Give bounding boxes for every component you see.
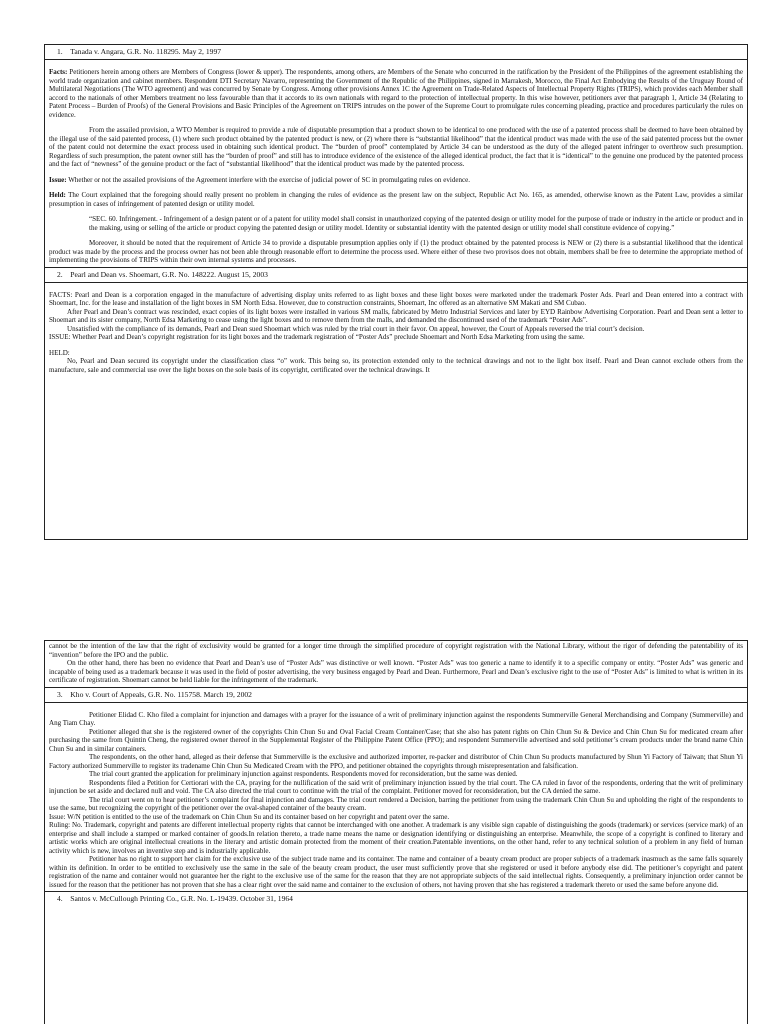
case-title-row xyxy=(45,688,747,703)
facts-label: Facts: xyxy=(49,68,68,77)
case-title-row xyxy=(45,268,747,283)
issue-paragraph: ISSUE: Whether Pearl and Dean’s copyright registration for its light boxes and the trademark registration of “Poster Ads” preclude Shoemart and North Edsa Marketing from using the same. xyxy=(49,333,585,342)
facts-paragraph: Unsatisfied with the compliance of its demands, Pearl and Dean sued Shoemart which was ruled by the trial court in their favor. On appeal, however, the Court of Appeals reversed the trial court’s decision. xyxy=(67,324,645,333)
body-paragraph: The respondents, on the other hand, alleged as their defense that Summerville is the exclusive and authorized importer, re-packer and distributor of Chin Chun Su products manufactured by Shun Yi Factory of Taiwan; that Shun Yi Factory authorized Summerville to register its tradename Chin Chun Su Medicated Cream with the PPO, and petitioner obtained the copyrights through misrepresentation and falsification. xyxy=(49,753,743,770)
held-paragraph: No, Pearl and Dean secured its copyright under the classification class “o” work. This being so, its protection extended only to the technical drawings and not to the light box itself. Pearl and Dean cannot exclude others from the manufacture, sale and commercial use over the light boxes on the sole basis of its copyright, certificated over the technical drawings. It xyxy=(49,357,743,374)
body-paragraph: Petitioner alleged that she is the registered owner of the copyrights Chin Chun Su and Oval Facial Cream Container/Case; that she also has patent rights on Chin Chun Su & Device and Chin Chun Su for medicated cream after purchasing the same from Quintin Cheng, the registered owner thereof in the Supplemental Register of the Philippine Patent Office (PPO); and respondent Summerville advertised and sold petitioner’s cream products under the brand name Chin Chun Su and in similar containers. xyxy=(49,727,743,753)
document-page-2 xyxy=(44,640,748,1024)
body-paragraph: The trial court went on to hear petitioner’s complaint for final injunction and damages. The trial court rendered a Decision, barring the petitioner from using the trademark Chin Chun Su and upholding the right of the respondents to use the same, but recognizing the copyright of the petitioner over the oval-shaped container of the beauty cream. xyxy=(49,795,743,813)
facts-paragraph: From the assailed provision, a WTO Member is required to provide a rule of disputable presumption that a product shown to be identical to one produced with the use of a patented process shall be deemed to have been obtained by the illegal use of the said patented process, (1) where such product obtained by the patented product is new, or (2) where there is “substantial likelihood” that the identical product was made with the use of the said patented process but the owner of the patent could not determine the exact process used in obtaining such identical product. The “burden of proof” contemplated by Article 34 can be understood as the duty of the alleged patent infringer to overthrow such presumption. Regardless of such presumption, the patent owner still has the “burden of proof” and still has to introduce evidence of the existence of the alleged identical product, the fact that it is “identical” to the genuine one produced by the patented process and the fact of “newness” of the genuine product or the fact of “substantial likelihood” that the identical product was made by the patented process. xyxy=(49,126,743,169)
continuation-paragraph: cannot be the intention of the law that the right of exclusivity would be granted for a longer time through the simplified procedure of copyright registration with the National Library, without the rigor of defending the patentability of its “invention” before the IPO and the public. xyxy=(49,642,743,659)
case-title-row xyxy=(45,45,747,60)
issue-paragraph: Issue: W/N petition is entitled to the use of the trademark on Chin Chun Su and its container based on her copyright and patent over the same. xyxy=(49,812,450,821)
body-paragraph: Petitioner has no right to support her claim for the exclusive use of the subject trade name and its container. The name and container of a beauty cream product are proper subjects of a trademark inasmuch as the same falls squarely within its definition. In order to be entitled to exclusively use the same in the sale of the beauty cream product, the user must sufficiently prove that she registered or used it before anybody else did. The petitioner’s copyright and patent registration of the name and container would not guarantee her the right to the exclusive use of the same for the reason that they are not appropriate subjects of the said intellectual rights. Consequently, a preliminary injunction order cannot be issued for the reason that the petitioner has not proven that she has a clear right over the said name and container to the exclusion of others, not having proven that she has registered a trademark thereto or used the same before anyone did. xyxy=(49,855,743,889)
case-title: 4. Santos v. McCullough Printing Co., G.R. No. L-19439. October 31, 1964 xyxy=(57,894,293,904)
case-body xyxy=(45,60,747,268)
facts-paragraph: After Pearl and Dean’s contract was rescinded, exact copies of its light boxes were installed in various SM malls, fabricated by Metro Industrial Services and later by EYD Rainbow Advertising Corporation. Pearl and Dean sent a letter to Shoemart and its sister company, North Edsa Marketing to cease using the light boxes and to remove them from the malls, and demanded the discontinued used of the trademark “Poster Ads”. xyxy=(49,307,743,325)
held-label: HELD: xyxy=(49,348,70,357)
case-title-row xyxy=(45,892,747,906)
body-paragraph: Petitioner Elidad C. Kho filed a complaint for injunction and damages with a prayer for the issuance of a writ of preliminary injunction against the respondents Summerville General Merchandising and Company (Summerville) and Ang Tiam Chay. xyxy=(49,710,743,728)
held-paragraph: Moreover, it should be noted that the requirement of Article 34 to provide a disputable presumption applies only if (1) the product obtained by the patented process is NEW or (2) there is a substantial likelihood that the identical product was made by the process and the process owner has not been able through reasonable effort to determine the process used. Where either of these two provisos does not obtain, members shall be free to determine the appropriate method of implementing the provisions of TRIPS within their own internal systems and processes. xyxy=(49,239,743,265)
body-paragraph: Respondents filed a Petition for Certiorari with the CA, praying for the nullification of the said writ of preliminary injunction issued by the trial court. The CA ruled in favor of the respondents, ordering that the writ of preliminary injunction be set aside and declared null and void. The CA also directed the trial court to continue with the trial of the complaint. Petitioner moved for reconsideration, but the CA denied the same. xyxy=(49,778,743,796)
document-page-1 xyxy=(44,44,748,540)
case-title: 3. Kho v. Court of Appeals, G.R. No. 115758. March 19, 2002 xyxy=(57,689,252,699)
case-body xyxy=(45,283,747,377)
issue-text: Whether or not the assailed provisions of the Agreement interfere with the exercise of judicial power of SC in promulgating rules on evidence. xyxy=(66,175,471,184)
case-body xyxy=(45,703,747,893)
issue-label: Issue: xyxy=(49,175,67,184)
quoted-provision: “SEC. 60. Infringement. - Infringement of a design patent or of a patent for utility model shall consist in unauthorized copying of the patented design or utility model for the purpose of trade or industry in the article or product and in the making, using or selling of the article or product copying the patented design or utility model. Identity or substantial identity with the patented design or utility model shall constitute evidence of copying.” xyxy=(89,215,743,232)
body-paragraph: The trial court granted the application for preliminary injunction against respondents. Respondents moved for reconsideration, but the same was denied. xyxy=(89,770,518,779)
ruling-paragraph: Ruling: No. Trademark, copyright and patents are different intellectual property rights that cannot be interchanged with one another. A trademark is any visible sign capable of distinguishing the goods (trademark) or services (service mark) of an enterprise and shall include a stamped or marked container of goods.In relation thereto, a trade name means the name or designation identifying or distinguishing an enterprise. Meanwhile, the scope of a copyright is confined to literary and artistic works which are original intellectual creations in the literary and artistic domain protected from the moment of their creation.Patentable inventions, on the other hand, refer to any technical solution of a problem in any field of human activity which is new, involves an inventive step and is industrially applicable. xyxy=(49,821,743,855)
held-text: The Court explained that the foregoing should really present no problem in changing the rules of evidence as the present law on the subject, Republic Act No. 165, as amended, otherwise known as the Patent Law, provides a similar presumption in cases of infringement of patented design or utility model. xyxy=(49,191,743,208)
case-title: 2. Pearl and Dean vs. Shoemart, G.R. No. 148222. August 15, 2003 xyxy=(57,269,268,279)
case-title: 1. Tanada v. Angara, G.R. No. 118295. May 2, 1997 xyxy=(57,47,222,56)
continuation-paragraph: On the other hand, there has been no evidence that Pearl and Dean’s use of “Poster Ads” was distinctive or well known. “Poster Ads” was too generic a name to identify it to a specific company or entity. “Poster Ads” was generic and incapable of being used as a trademark because it was used in the field of poster advertising, the very business engaged by Pearl and Dean. Furthermore, Pearl and Dean’s exclusive right to the use of “Poster Ads” is limited to what is written in its certificate of registration. Shoemart cannot be held liable for the infringement of the trademark. xyxy=(49,659,743,684)
facts-text: Petitioners herein among others are Members of Congress (lower & upper). The respondents, among others, are Members of the Senate who concurred in the ratification by the President of the Philippines of the agreement establishing the world trade organization and cabinet members. Respondent DTI Secretary Navarro, representing the Government of the Republic of the Philippines, signed in Marrakesh, Morocco, the Final Act Embodying the Results of the Uruguay Round of Multilateral Negotiations (The WTO agreement) and was concurred by Senate by Congress. Among other provisions Annex 1C the Agreement on Trade-Related Aspects of Intellectual Property Rights (TRIPS), which provides each Member shall accord to the nationals of other Members treatment no less favourable than that it accords to its own nationals with regard to the protection of intellectual property. In this wise however, petitioners aver that paragraph 1, Article 34 (Relating to Patent Process – Burden of Proofs) of the General Provisions and Basic Principles of the Agreement on TRIPS intrudes on the power of the Supreme Court to promulgate rules concerning pleading, practice and procedures particularly the rules on evidence. xyxy=(49,68,743,119)
case-body xyxy=(45,641,747,688)
held-label: Held: xyxy=(49,191,66,200)
facts-paragraph: FACTS: Pearl and Dean is a corporation engaged in the manufacture of advertising display units referred to as light boxes and these light boxes were marketed under the trademark Poster Ads. Pearl and Dean entered into a contract with Shoemart, Inc. for the lease and installation of the light boxes in SM North Edsa. However, due to construction constraints, Shoemart, Inc offered as an alternative SM Makati and SM Cubao. xyxy=(49,290,743,308)
